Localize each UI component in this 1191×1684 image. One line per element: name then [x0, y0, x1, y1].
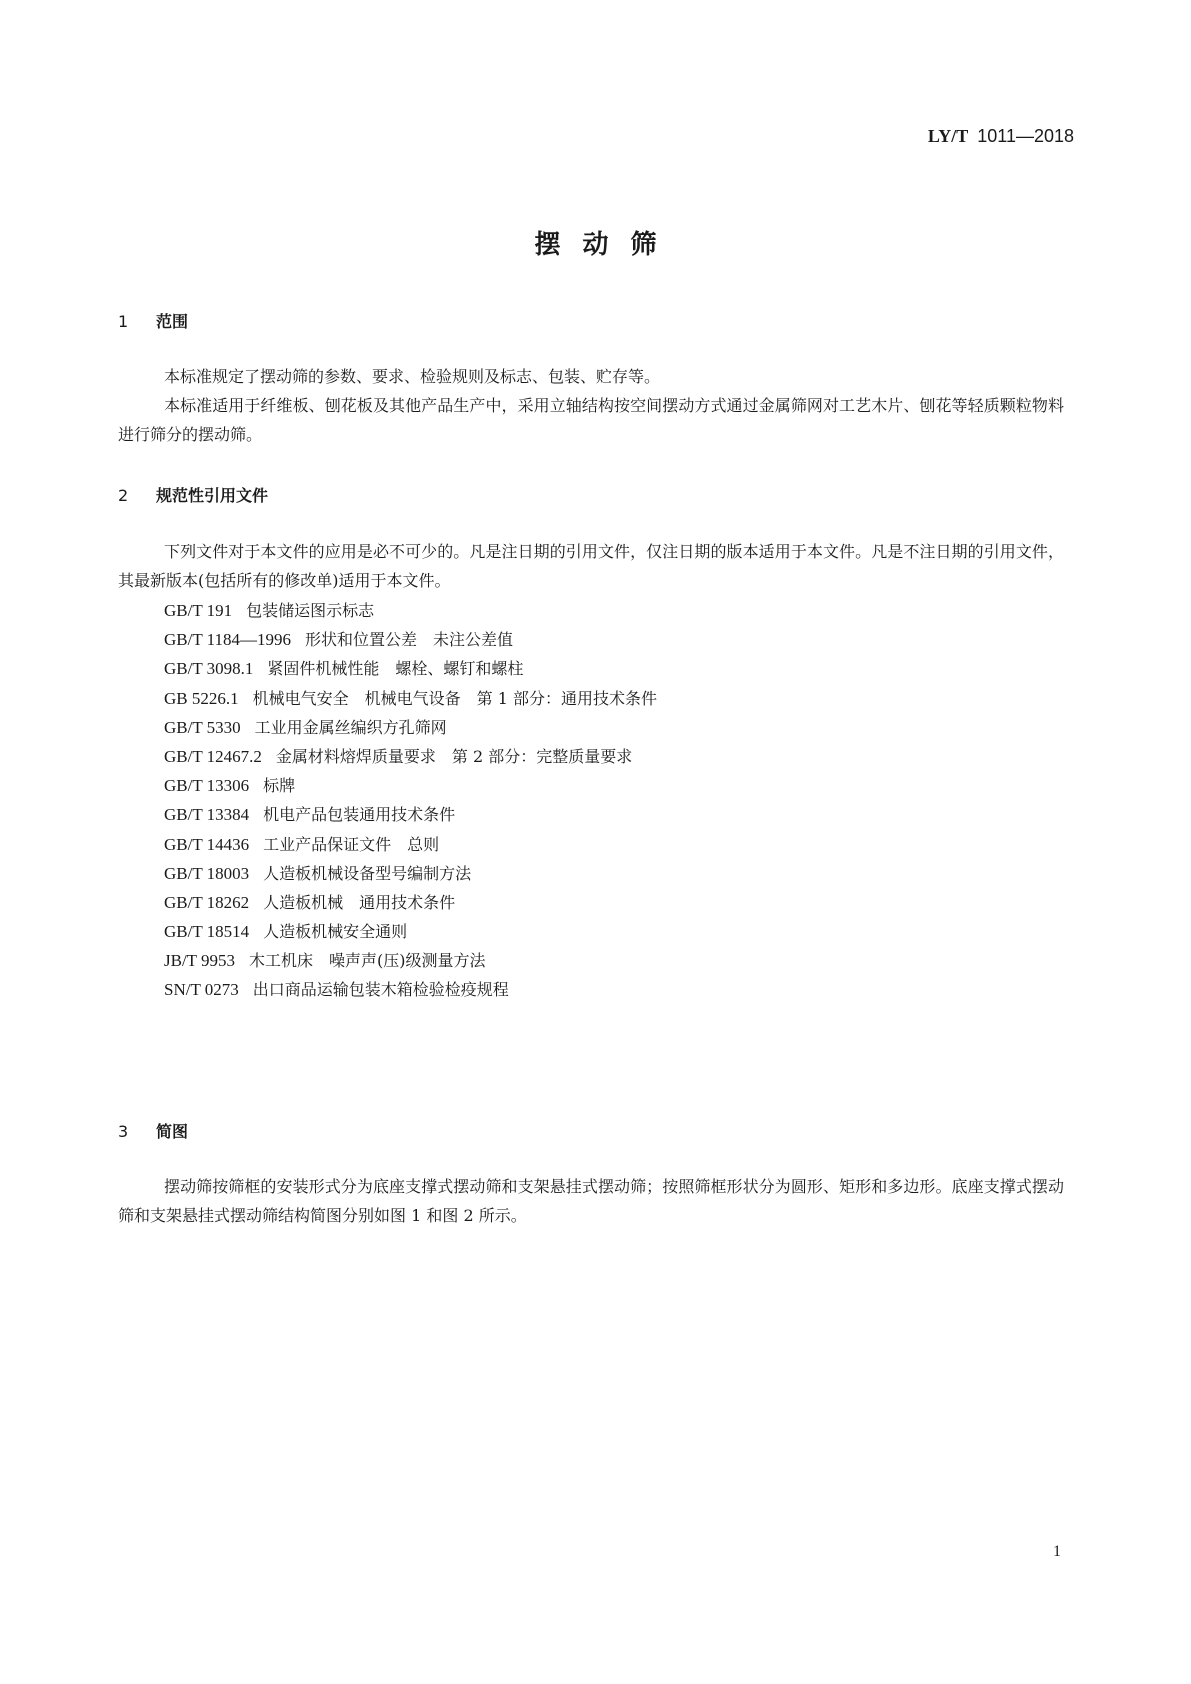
- reference-item: [164, 946, 657, 975]
- reference-title: 机械电气安全 机械电气设备 第 1 部分：通用技术条件: [252, 688, 657, 708]
- section-number: 1: [118, 312, 129, 331]
- reference-item: [164, 684, 657, 713]
- standard-code-number: 1011—2018: [977, 126, 1074, 146]
- reference-item: [164, 742, 657, 771]
- reference-title: 人造板机械安全通则: [263, 922, 408, 942]
- reference-title: 紧固件机械性能 螺栓、螺钉和螺柱: [267, 659, 524, 679]
- reference-code: GB/T 14436: [164, 834, 250, 854]
- section-2-heading: [118, 483, 268, 506]
- reference-title: 出口商品运输包装木箱检验检疫规程: [252, 980, 509, 1000]
- page-number: 1: [1053, 1543, 1061, 1560]
- reference-item: [164, 830, 657, 859]
- reference-item: [164, 654, 657, 683]
- reference-title: 包装储运图示标志: [246, 601, 375, 620]
- section-number: 3: [118, 1122, 129, 1141]
- reference-item: [164, 771, 657, 800]
- reference-item: [164, 975, 657, 1004]
- reference-code: GB/T 5330: [164, 717, 241, 737]
- section-title: 范围: [156, 312, 189, 331]
- reference-code: JB/T 9953: [164, 951, 236, 971]
- reference-code: GB/T 18514: [164, 922, 250, 942]
- section-number: 2: [118, 486, 129, 505]
- standard-code: [928, 126, 1074, 147]
- section-1-paragraph-2: 本标准适用于纤维板、刨花板及其他产品生产中，采用立轴结构按空间摆动方式通过金属筛网对工艺木片、刨花等轻质颗粒物料进行筛分的摆动筛。: [118, 396, 1064, 444]
- reference-code: GB/T 1184—1996: [164, 630, 292, 650]
- reference-code: GB/T 12467.2: [164, 746, 262, 766]
- section-2-paragraph-1: 下列文件对于本文件的应用是必不可少的。凡是注日期的引用文件，仅注日期的版本适用于本文件。凡是不注日期的引用文件，其最新版本(包括所有的修改单)适用于本文件。: [118, 542, 1064, 590]
- section-title: 规范性引用文件: [156, 486, 269, 505]
- reference-title: 金属材料熔焊质量要求 第 2 部分：完整质量要求: [275, 746, 633, 766]
- reference-title: 人造板机械 通用技术条件: [263, 892, 456, 912]
- reference-item: [164, 625, 657, 654]
- reference-title: 人造板机械设备型号编制方法: [263, 863, 472, 883]
- reference-code: GB/T 18262: [164, 892, 250, 912]
- section-1-paragraph-1: 本标准规定了摆动筛的参数、要求、检验规则及标志、包装、贮存等。: [164, 367, 661, 386]
- reference-code: GB/T 191: [164, 601, 233, 620]
- reference-code: GB/T 3098.1: [164, 659, 254, 679]
- standard-code-prefix: LY/T: [927, 126, 969, 146]
- reference-title: 机电产品包装通用技术条件: [263, 805, 456, 825]
- reference-code: GB 5226.1: [164, 688, 239, 708]
- section-1-heading: [118, 309, 188, 332]
- reference-title: 工业用金属丝编织方孔筛网: [254, 717, 447, 737]
- reference-item: [164, 859, 657, 888]
- reference-title: 工业产品保证文件 总则: [263, 834, 440, 854]
- reference-title: 木工机床 噪声声(压)级测量方法: [249, 951, 486, 971]
- reference-title: 标牌: [263, 776, 296, 796]
- section-3-heading: [118, 1119, 188, 1142]
- reference-code: GB/T 13384: [164, 805, 250, 825]
- reference-item: [164, 596, 657, 625]
- reference-item: [164, 917, 657, 946]
- reference-code: GB/T 13306: [164, 776, 250, 796]
- reference-code: SN/T 0273: [164, 980, 239, 1000]
- reference-item: [164, 888, 657, 917]
- normative-references-list: [164, 596, 657, 1005]
- section-title: 简图: [156, 1122, 189, 1141]
- document-title: 摆动筛: [534, 230, 679, 260]
- section-3-paragraph-1: 摆动筛按筛框的安装形式分为底座支撑式摆动筛和支架悬挂式摆动筛；按照筛框形状分为圆形、矩形和多边形。底座支撑式摆动筛和支架悬挂式摆动筛结构简图分别如图 1 和图 2 所示。: [118, 1177, 1064, 1225]
- reference-item: [164, 800, 657, 829]
- reference-title: 形状和位置公差 未注公差值: [305, 630, 514, 650]
- reference-code: GB/T 18003: [164, 863, 250, 883]
- reference-item: [164, 713, 657, 742]
